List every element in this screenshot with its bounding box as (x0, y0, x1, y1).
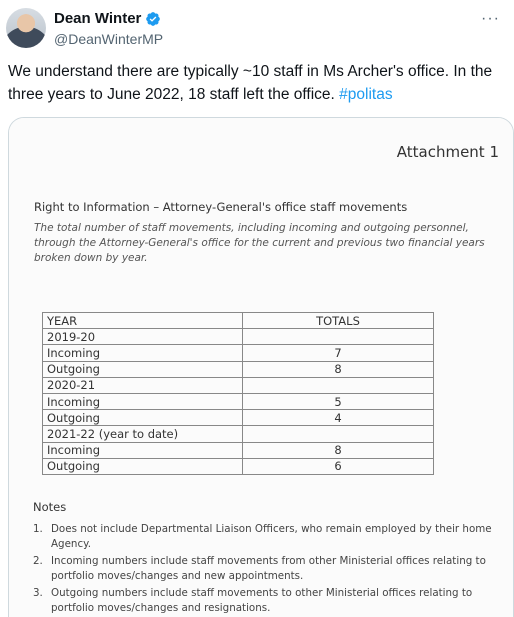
row-value (243, 377, 434, 393)
row-value: 8 (243, 361, 434, 377)
list-item (33, 522, 503, 552)
list-item (33, 586, 503, 616)
row-label: 2019-20 (43, 329, 243, 345)
row-label: Incoming (43, 442, 243, 458)
row-value: 7 (243, 345, 434, 361)
attachment-label: Attachment 1 (396, 143, 499, 161)
notes-heading: Notes (33, 500, 67, 514)
document-title: Right to Information – Attorney-General's office staff movements (34, 200, 408, 214)
tweet-body: We understand there are typically ~10 staff in Ms Archer's office. In the three years to June 2022, 18 staff left the office. (8, 63, 493, 103)
note-text: Outgoing numbers include staff movements to other Ministerial offices relating to portfolio moves/changes and resignations. (51, 587, 473, 614)
note-text: Does not include Departmental Liaison Officers, who remain employed by their home Agency. (51, 523, 492, 550)
note-number: 2. (33, 555, 43, 567)
row-label: Outgoing (43, 458, 243, 474)
table-row (43, 458, 434, 474)
table-row (43, 442, 434, 458)
author-name-row (54, 10, 161, 27)
document-description: The total number of staff movements, including incoming and outgoing personnel, through the Attorney-General's office for the current and previous two financial years broken down by year. (34, 222, 485, 264)
row-value: 6 (243, 458, 434, 474)
table-row (43, 377, 434, 393)
row-label: Incoming (43, 345, 243, 361)
note-text: Incoming numbers include staff movements from other Ministerial offices relating to portfolio moves/changes and new appointments. (51, 555, 486, 582)
hashtag-link[interactable]: #politas (339, 86, 393, 103)
staff-movements-table (42, 312, 434, 475)
more-options-icon[interactable]: ··· (481, 10, 500, 27)
table-row (43, 361, 434, 377)
tweet-text (8, 60, 508, 106)
notes-list (33, 522, 503, 617)
row-value: 5 (243, 393, 434, 409)
table-row (43, 393, 434, 409)
note-number: 3. (33, 587, 43, 599)
verified-badge-icon (145, 11, 161, 27)
document-page (9, 118, 513, 617)
row-value: 4 (243, 410, 434, 426)
row-label: Outgoing (43, 361, 243, 377)
list-item (33, 554, 503, 584)
author-name[interactable]: Dean Winter (54, 10, 142, 27)
note-number: 1. (33, 523, 43, 535)
row-value (243, 426, 434, 442)
tweet-media-image[interactable] (8, 117, 514, 617)
row-label: 2021-22 (year to date) (43, 426, 243, 442)
row-value: 8 (243, 442, 434, 458)
row-value (243, 329, 434, 345)
table-row (43, 345, 434, 361)
column-header-totals: TOTALS (243, 313, 434, 329)
table-header-row (43, 313, 434, 329)
author-avatar[interactable] (6, 8, 46, 48)
author-handle[interactable]: @DeanWinterMP (54, 31, 164, 47)
row-label: Incoming (43, 393, 243, 409)
column-header-year: YEAR (43, 313, 243, 329)
table-row (43, 329, 434, 345)
row-label: 2020-21 (43, 377, 243, 393)
table-row (43, 426, 434, 442)
table-row (43, 410, 434, 426)
row-label: Outgoing (43, 410, 243, 426)
